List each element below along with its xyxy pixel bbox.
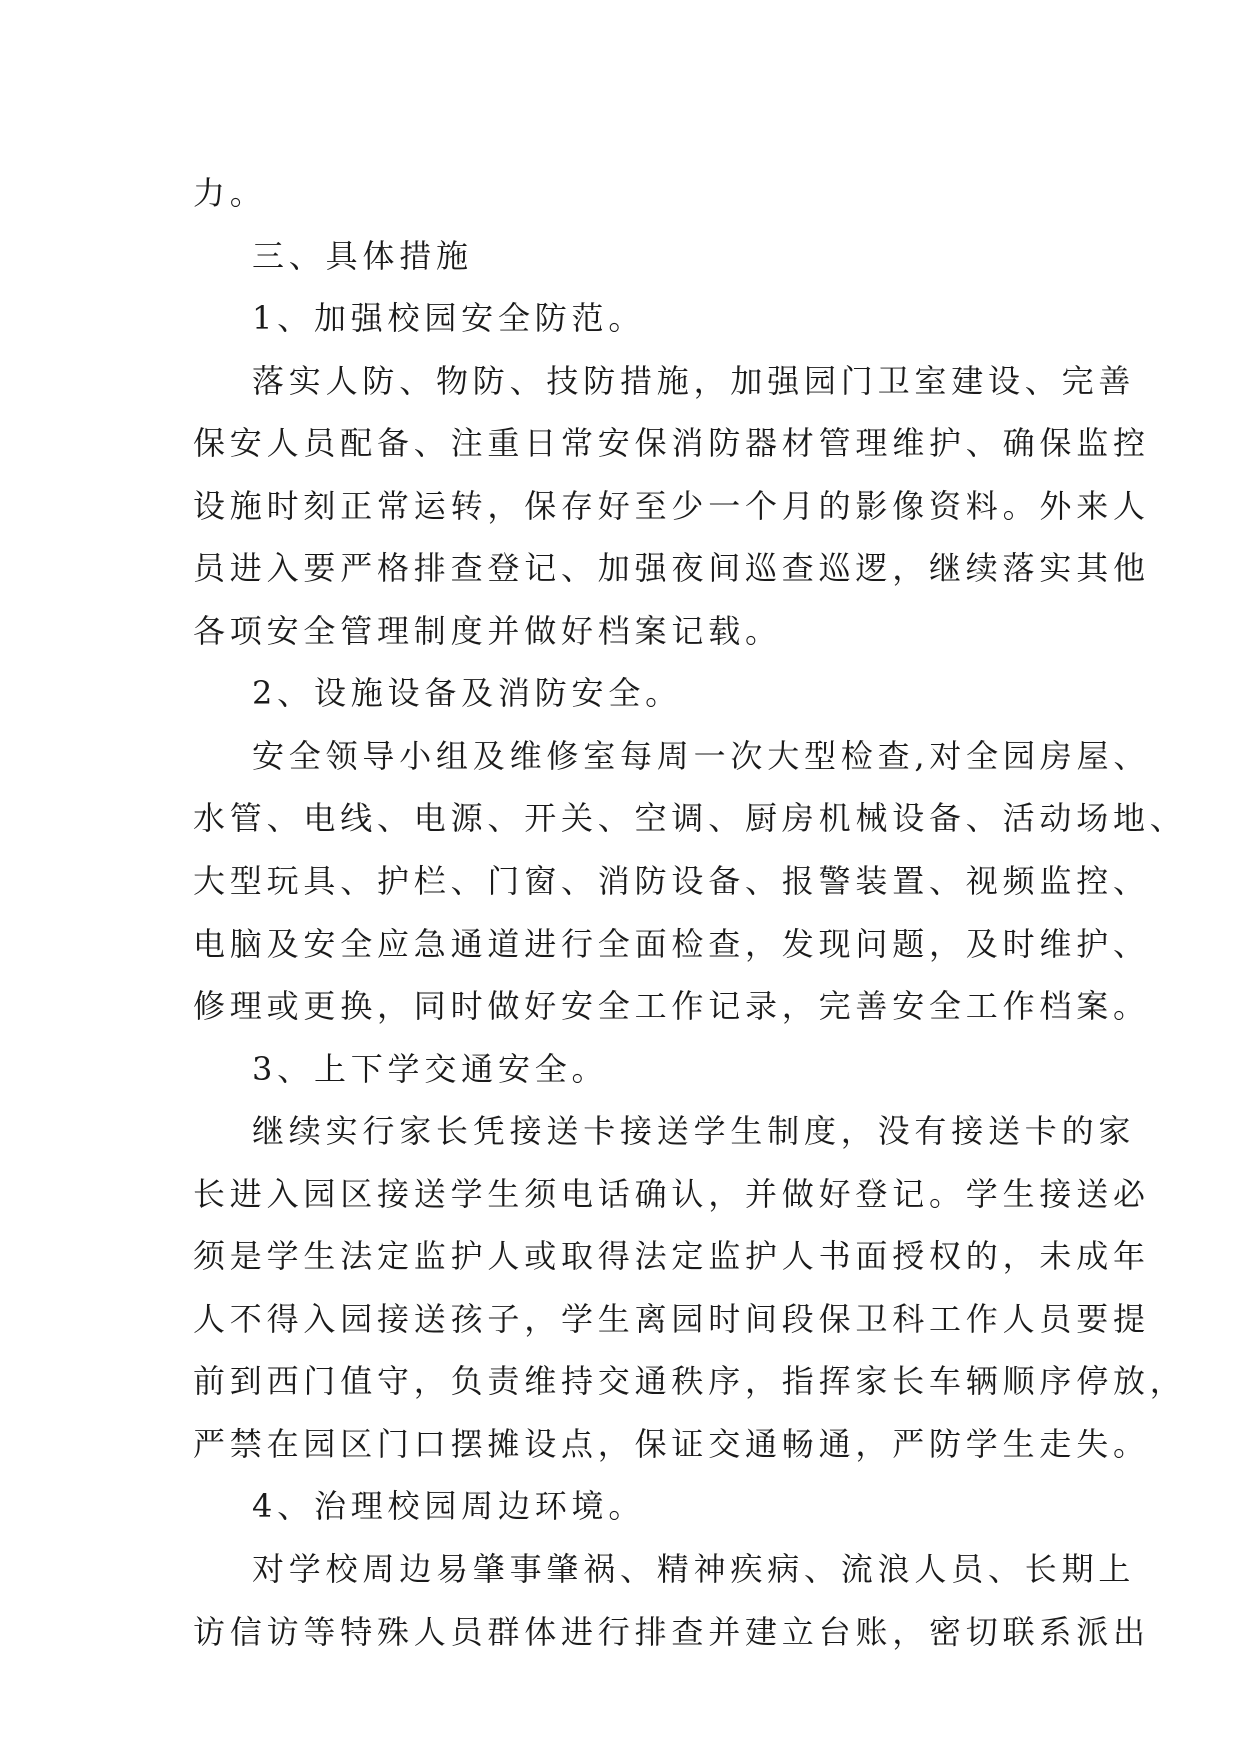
text-line: 各项安全管理制度并做好档案记载。 (193, 611, 782, 650)
text-line: 落实人防、物防、技防措施，加强园门卫室建设、完善 (252, 361, 1136, 400)
text-line: 前到西门值守，负责维持交通秩序，指挥家长车辆顺序停放， (193, 1362, 1187, 1401)
text-line: 继续实行家长凭接送卡接送学生制度，没有接送卡的家 (252, 1112, 1136, 1151)
text-line: 对学校周边易肇事肇祸、精神疾病、流浪人员、长期上 (252, 1550, 1136, 1589)
text-line: 水管、电线、电源、开关、空调、厨房机械设备、活动场地、 (193, 799, 1187, 838)
text-line: 安全领导小组及维修室每周一次大型检查,对全园房屋、 (252, 736, 1151, 775)
text-line: 人不得入园接送孩子，学生离园时间段保卫科工作人员要提 (193, 1299, 1150, 1338)
subsection-heading: 4、治理校园周边环境。 (252, 1487, 646, 1526)
section-heading: 三、具体措施 (252, 236, 473, 275)
text-line: 严禁在园区门口摆摊设点，保证交通畅通，严防学生走失。 (193, 1424, 1150, 1463)
subsection-heading: 2、设施设备及消防安全。 (252, 674, 682, 713)
text-line: 员进入要严格排查登记、加强夜间巡查巡逻，继续落实其他 (193, 549, 1150, 588)
text-line: 大型玩具、护栏、门窗、消防设备、报警装置、视频监控、 (193, 862, 1150, 901)
body-text (193, 162, 1187, 1663)
text-line: 力。 (193, 174, 267, 212)
subsection-heading: 1、加强校园安全防范。 (252, 299, 646, 338)
text-line: 长进入园区接送学生须电话确认，并做好登记。学生接送必 (193, 1174, 1150, 1213)
subsection-heading: 3、上下学交通安全。 (252, 1049, 609, 1088)
text-line: 须是学生法定监护人或取得法定监护人书面授权的，未成年 (193, 1237, 1150, 1276)
text-line: 访信访等特殊人员群体进行排查并建立台账，密切联系派出 (193, 1612, 1150, 1651)
text-line: 设施时刻正常运转，保存好至少一个月的影像资料。外来人 (193, 486, 1150, 525)
text-line: 电脑及安全应急通道进行全面检查，发现问题，及时维护、 (193, 924, 1150, 963)
text-line: 修理或更换，同时做好安全工作记录，完善安全工作档案。 (193, 987, 1150, 1026)
text-line: 保安人员配备、注重日常安保消防器材管理维护、确保监控 (193, 424, 1150, 463)
